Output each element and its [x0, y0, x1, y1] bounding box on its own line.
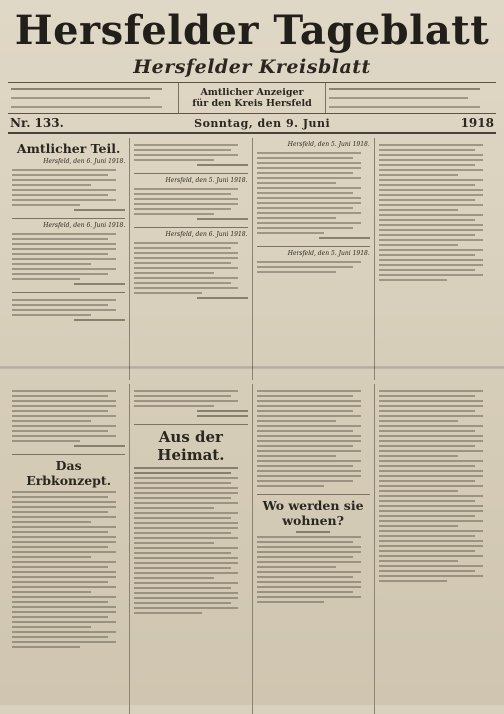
lower-columns — [8, 384, 496, 714]
gazette-line-1: Amtlicher Anzeiger — [200, 87, 304, 98]
paper-fold — [0, 366, 504, 369]
column-2-lower — [130, 384, 252, 714]
dateline: Hersfeld, den 6. Juni 1918. — [43, 158, 126, 165]
section-title-amtlicher-teil: Amtlicher Teil. — [16, 141, 121, 156]
notice-5 — [134, 174, 247, 228]
section-title-aus-der-heimat: Aus der Heimat. — [157, 428, 225, 464]
issue-date: Sonntag, den 9. Juni — [194, 116, 331, 130]
notice-9 — [379, 138, 492, 288]
column-3-lower — [253, 384, 375, 714]
column-3 — [253, 138, 375, 380]
column-2 — [130, 138, 252, 380]
notice-10 — [12, 384, 125, 455]
notice-2 — [12, 219, 125, 293]
dateline: Hersfeld, den 5. Juni 1918. — [287, 250, 370, 257]
advertising-notice — [326, 83, 496, 113]
gazette-line-2: für den Kreis Hersfeld — [192, 98, 312, 109]
notice-6 — [134, 228, 247, 306]
masthead-subtitle: Hersfelder Kreisblatt — [133, 56, 371, 78]
column-1-lower — [8, 384, 130, 714]
column-4-lower — [375, 384, 496, 714]
notice-wo-werden — [257, 495, 370, 610]
issue-year: 1918 — [460, 116, 494, 130]
info-bar — [8, 82, 496, 114]
notice-amtlicher-teil — [12, 138, 125, 219]
upper-columns — [8, 138, 496, 380]
notice-4 — [134, 138, 247, 174]
dateline: Hersfeld, den 5. Juni 1918. — [165, 177, 248, 184]
notice-7 — [257, 138, 370, 247]
issue-dateline — [8, 114, 496, 134]
dateline: Hersfeld, den 6. Juni 1918. — [165, 231, 248, 238]
section-title-erbkonzept: Das Erbkonzept. — [26, 458, 112, 488]
notice-3 — [12, 293, 125, 328]
column-4 — [375, 138, 496, 380]
masthead-title: Hersfelder Tageblatt — [14, 7, 490, 54]
subscription-notice — [8, 83, 178, 113]
notice-erbkonzept — [12, 455, 125, 655]
notice-8 — [257, 247, 370, 280]
issue-number: Nr. 133. — [10, 116, 64, 130]
notice-aus-der-heimat — [134, 425, 247, 621]
section-title-wo-werden: Wo werden sie wohnen? — [262, 498, 364, 528]
notice-11 — [134, 384, 247, 425]
notice-12 — [257, 384, 370, 495]
official-gazette-label — [178, 83, 326, 113]
notice-13 — [379, 384, 492, 589]
dateline: Hersfeld, den 6. Juni 1918. — [43, 222, 126, 229]
column-1 — [8, 138, 130, 380]
dateline: Hersfeld, den 5. Juni 1918. — [287, 141, 370, 148]
